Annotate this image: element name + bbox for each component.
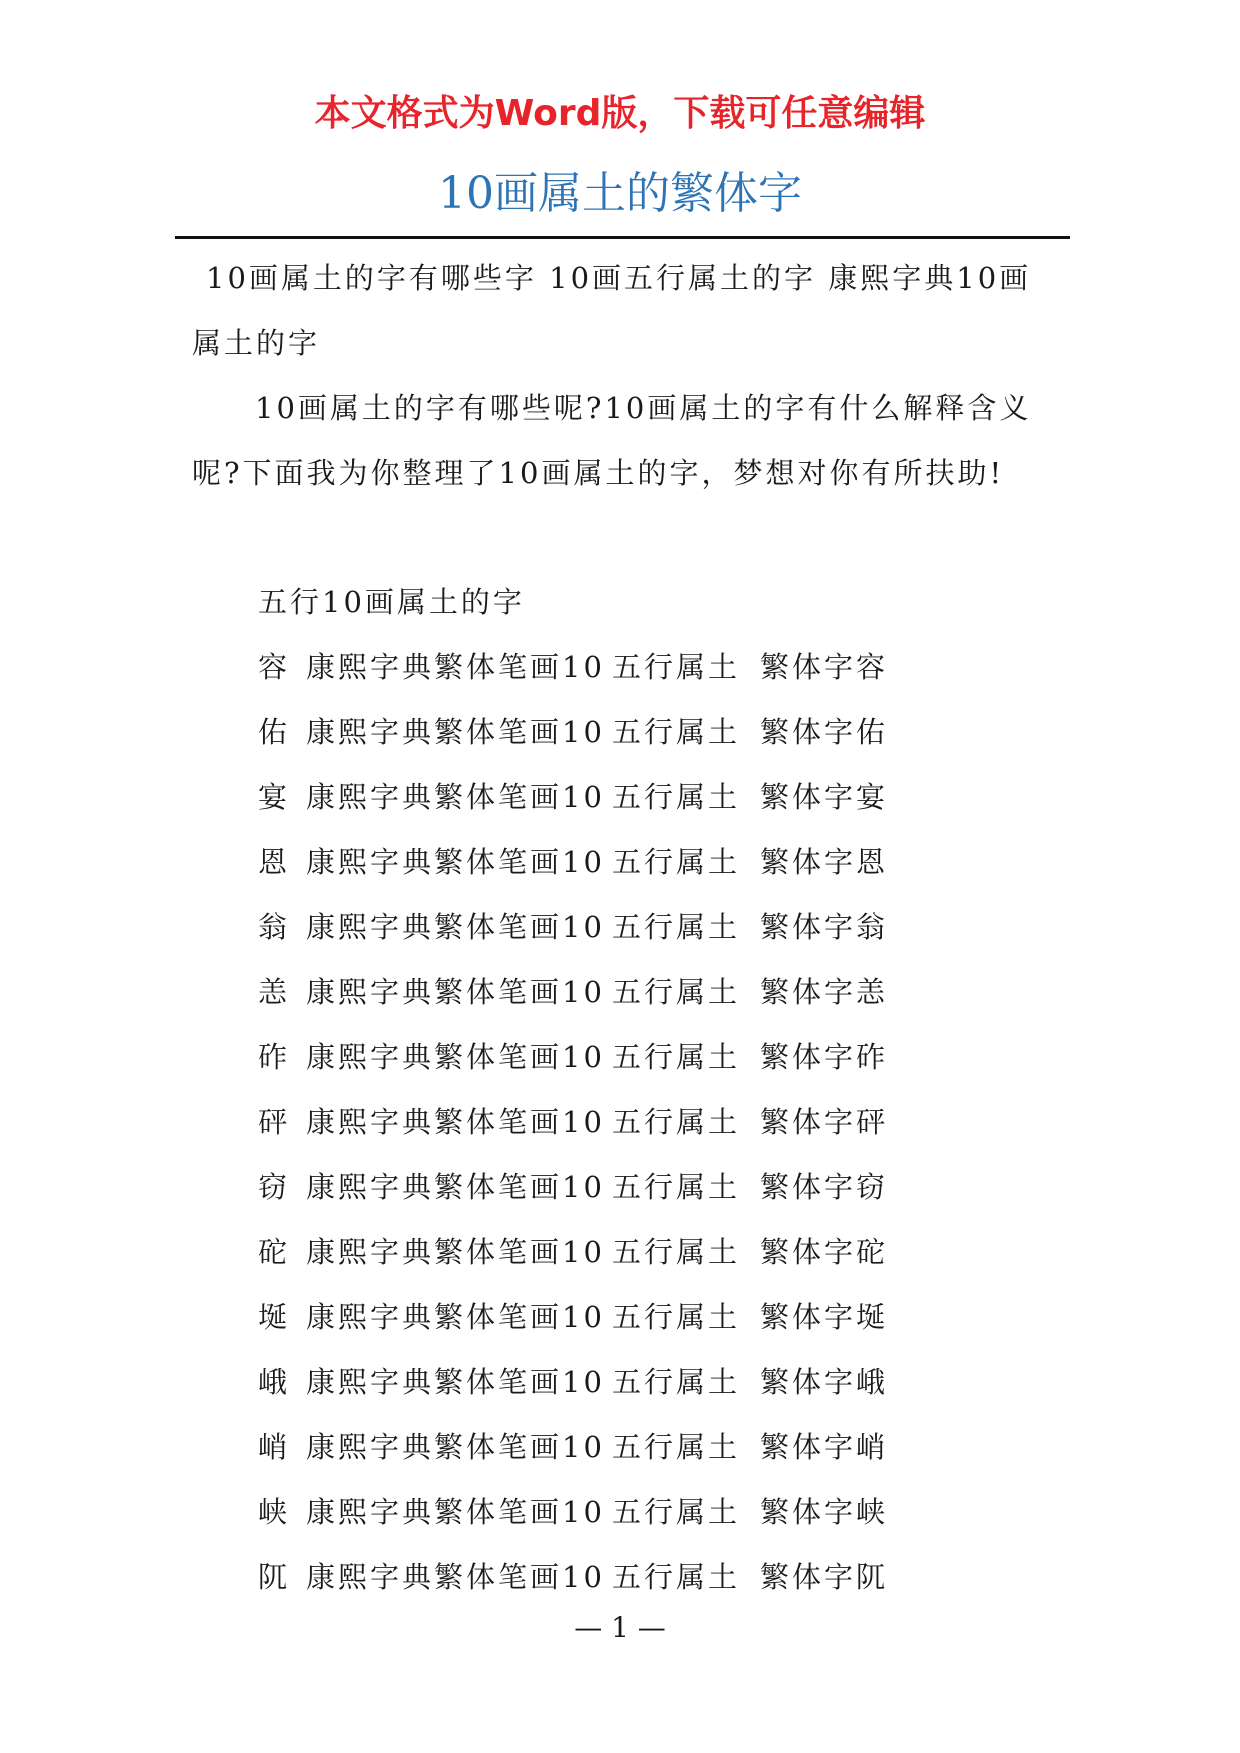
page-number: — 1 — [574,1611,666,1644]
character-row [258,1545,888,1610]
row-wuxing: 五行属土 [612,1560,741,1594]
intro-paragraph-keywords: 10画属土的字有哪些字 10画五行属土的字 康熙字典10画属土的字 [192,261,1032,360]
row-traditional: 繁体字翁 [760,910,889,944]
row-wuxing: 五行属土 [612,1430,741,1464]
row-wuxing: 五行属土 [612,1105,741,1139]
row-character: 恩 [258,845,291,879]
row-kangxi-strokes: 康熙字典繁体笔画10 [306,1430,605,1464]
row-character: 砟 [258,1040,291,1074]
character-row [258,1285,888,1350]
row-wuxing: 五行属土 [612,715,741,749]
row-wuxing: 五行属土 [612,975,741,1009]
row-kangxi-strokes: 康熙字典繁体笔画10 [306,845,605,879]
row-character: 埏 [258,1300,291,1334]
row-traditional: 繁体字砣 [760,1235,889,1269]
intro-paragraph-description: 10画属土的字有哪些呢?10画属土的字有什么解释含义呢?下面我为你整理了10画属土的字，梦想对你有所扶助! [192,391,1032,490]
row-character: 砣 [258,1235,291,1269]
row-traditional: 繁体字埏 [760,1300,889,1334]
row-kangxi-strokes: 康熙字典繁体笔画10 [306,1365,605,1399]
row-wuxing: 五行属土 [612,1495,741,1529]
row-traditional: 繁体字峡 [760,1495,889,1529]
character-row [258,1090,888,1155]
character-list [258,635,888,1610]
row-character: 佑 [258,715,291,749]
character-row [258,700,888,765]
row-traditional: 繁体字窃 [760,1170,889,1204]
row-kangxi-strokes: 康熙字典繁体笔画10 [306,1300,605,1334]
row-wuxing: 五行属土 [612,780,741,814]
character-row [258,1480,888,1545]
row-kangxi-strokes: 康熙字典繁体笔画10 [306,1495,605,1529]
character-row [258,1025,888,1090]
row-traditional: 繁体字砟 [760,1040,889,1074]
row-wuxing: 五行属土 [612,910,741,944]
character-row [258,1415,888,1480]
row-character: 峭 [258,1430,291,1464]
row-wuxing: 五行属土 [612,1365,741,1399]
row-character: 恙 [258,975,291,1009]
character-row [258,765,888,830]
document-title: 10画属土的繁体字 [438,168,802,219]
row-character: 宴 [258,780,291,814]
row-traditional: 繁体字阢 [760,1560,889,1594]
row-traditional: 繁体字恩 [760,845,889,879]
character-row [258,1350,888,1415]
row-traditional: 繁体字容 [760,650,889,684]
row-kangxi-strokes: 康熙字典繁体笔画10 [306,650,605,684]
row-character: 峨 [258,1365,291,1399]
row-kangxi-strokes: 康熙字典繁体笔画10 [306,1560,605,1594]
title-divider [175,236,1070,239]
row-wuxing: 五行属土 [612,1235,741,1269]
row-kangxi-strokes: 康熙字典繁体笔画10 [306,1235,605,1269]
row-kangxi-strokes: 康熙字典繁体笔画10 [306,1040,605,1074]
row-kangxi-strokes: 康熙字典繁体笔画10 [306,1105,605,1139]
row-traditional: 繁体字砰 [760,1105,889,1139]
row-traditional: 繁体字宴 [760,780,889,814]
intro-text [192,246,1056,506]
row-wuxing: 五行属土 [612,650,741,684]
row-wuxing: 五行属土 [612,845,741,879]
row-character: 翁 [258,910,291,944]
character-row [258,1155,888,1220]
character-row [258,1220,888,1285]
row-kangxi-strokes: 康熙字典繁体笔画10 [306,1170,605,1204]
row-kangxi-strokes: 康熙字典繁体笔画10 [306,715,605,749]
row-character: 峡 [258,1495,291,1529]
row-wuxing: 五行属土 [612,1040,741,1074]
row-wuxing: 五行属土 [612,1170,741,1204]
row-traditional: 繁体字峭 [760,1430,889,1464]
row-character: 阢 [258,1560,291,1594]
row-character: 砰 [258,1105,291,1139]
section-heading: 五行10画属土的字 [258,585,525,619]
row-traditional: 繁体字峨 [760,1365,889,1399]
character-row [258,895,888,960]
row-wuxing: 五行属土 [612,1300,741,1334]
row-character: 窃 [258,1170,291,1204]
row-kangxi-strokes: 康熙字典繁体笔画10 [306,780,605,814]
row-traditional: 繁体字恙 [760,975,889,1009]
row-character: 容 [258,650,291,684]
format-notice-banner: 本文格式为Word版，下载可任意编辑 [314,93,926,134]
character-row [258,960,888,1025]
character-row [258,830,888,895]
character-row [258,635,888,700]
row-traditional: 繁体字佑 [760,715,889,749]
row-kangxi-strokes: 康熙字典繁体笔画10 [306,975,605,1009]
row-kangxi-strokes: 康熙字典繁体笔画10 [306,910,605,944]
